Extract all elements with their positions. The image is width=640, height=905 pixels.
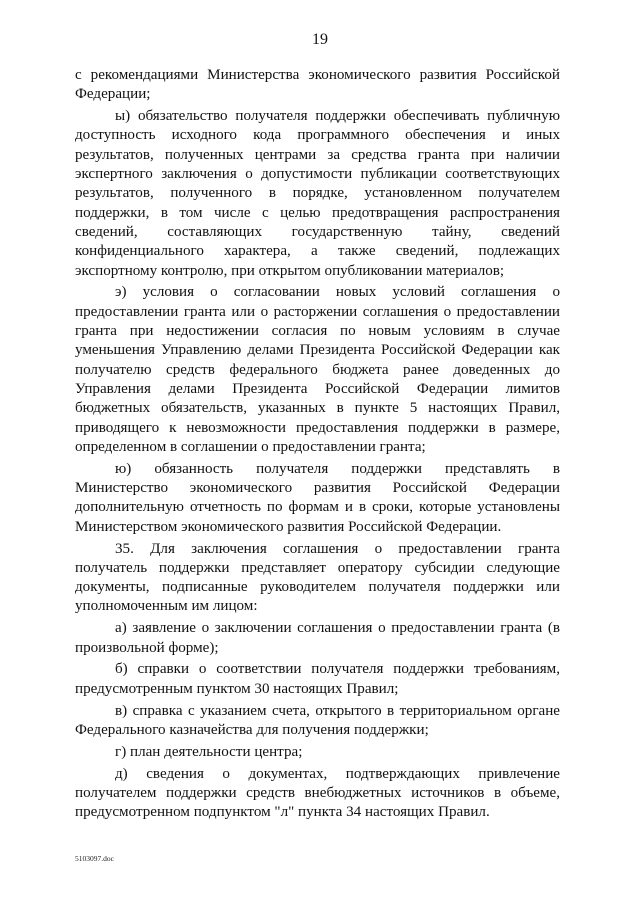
- paragraph-item-e: э) условия о согласовании новых условий соглашения о предоставлении гранта или о расторжении соглашения о предоставлении гранта при недостижении согласия по новым условиям в случае уменьшения Управлению делами Президента Российской Федерации как получателю средств федерального бюджета ранее доведенных до Управления делами Президента Российской Федерации лимитов бюджетных обязательств, указанных в пункте 5 настоящих Правил, приводящего к невозможности предоставления поддержки в размере, определенном в соглашении о предоставлении гранта;: [75, 284, 560, 455]
- page-number: 19: [312, 31, 328, 48]
- paragraph-clause-35: 35. Для заключения соглашения о предоставлении гранта получатель поддержки представляет оператору субсидии следующие документы, подписанные руководителем получателя поддержки или уполномоченным им лицом:: [75, 540, 560, 615]
- document-body: [75, 66, 560, 825]
- paragraph-item-g: г) план деятельности центра;: [115, 743, 303, 760]
- paragraph-item-d: д) сведения о документах, подтверждающих привлечение получателем поддержки средств внебюджетных источников в объеме, предусмотренном подпунктом "л" пункта 34 настоящих Правил.: [75, 765, 560, 821]
- paragraph-continuation: с рекомендациями Министерства экономического развития Российской Федерации;: [75, 67, 560, 103]
- paragraph-item-y: ы) обязательство получателя поддержки обеспечивать публичную доступность исходного кода программного обеспечения и иных результатов, полученных центрами за средства гранта при наличии экспертного заключения о допустимости публикации соответствующих результатов, полученного в порядке, установленном получателем поддержки, в том числе с целью предотвращения распространения сведений, составляющих государственную тайну, сведений конфиденциального характера, а также сведений, подлежащих экспортному контролю, при открытом опубликовании материалов;: [75, 108, 560, 279]
- paragraph-item-a: а) заявление о заключении соглашения о предоставлении гранта (в произвольной форме);: [75, 620, 560, 656]
- paragraph-item-b: б) справки о соответствии получателя поддержки требованиям, предусмотренным пунктом 30 настоящих Правил;: [75, 661, 560, 697]
- paragraph-item-v: в) справка с указанием счета, открытого в территориальном органе Федерального казначейства для получения поддержки;: [75, 702, 560, 738]
- paragraph-item-yu: ю) обязанность получателя поддержки представлять в Министерство экономического развития Российской Федерации дополнительную отчетность по формам и в сроки, которые установлены Министерством экономического развития Российской Федерации.: [75, 460, 560, 535]
- document-filename-footer: 5103097.doc: [75, 854, 114, 863]
